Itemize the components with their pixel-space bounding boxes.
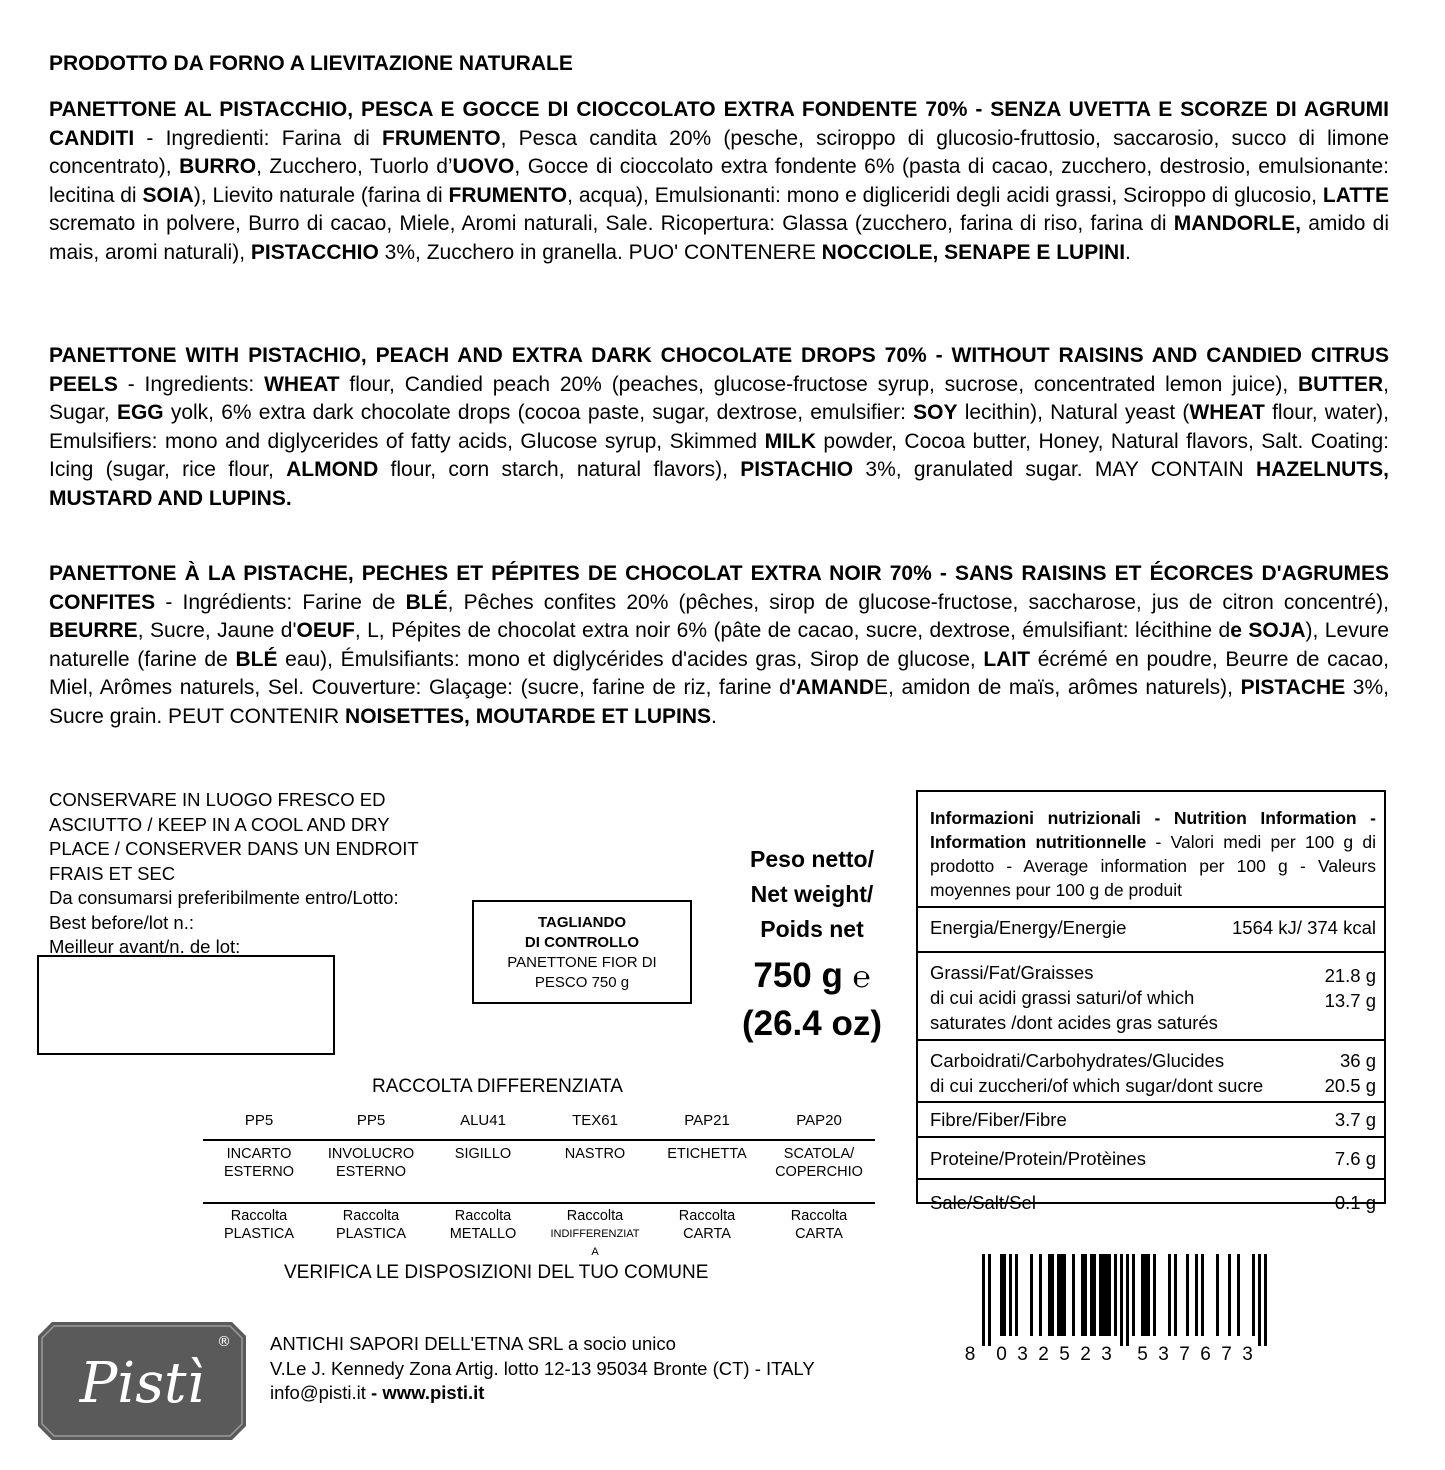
barcode-digit: 2 xyxy=(1038,1344,1049,1362)
barcode-bar xyxy=(1084,1254,1087,1336)
text-run: , Sugar, xyxy=(49,372,1390,425)
company-contacts xyxy=(270,1381,815,1406)
barcode-digit: 8 xyxy=(964,1344,976,1362)
recycling-desc-line: SIGILLO xyxy=(454,1146,512,1162)
recycling-code: PAP20 xyxy=(796,1112,842,1129)
barcode-bar xyxy=(1216,1254,1219,1336)
text-run: , Zucchero, Tuorlo d’ xyxy=(256,155,453,179)
barcode-bar xyxy=(1105,1254,1108,1336)
nutrient-value: 1564 kJ/ 374 kcal xyxy=(1232,917,1376,938)
storage-instructions xyxy=(49,788,479,960)
company-address xyxy=(270,1332,815,1406)
bold-text-run: BLÉ xyxy=(405,590,448,614)
net-weight-oz: (26.4 oz) xyxy=(741,1004,883,1043)
barcode-bar xyxy=(1090,1254,1093,1336)
recycling-collect-line: METALLO xyxy=(449,1226,517,1242)
storage-line: CONSERVARE IN LUOGO FRESCO ED xyxy=(49,789,386,810)
barcode-bar xyxy=(1057,1254,1060,1336)
bold-text-run: WHEAT xyxy=(264,372,340,396)
registered-mark-icon: ® xyxy=(217,1334,231,1350)
recycling-collect xyxy=(315,1207,427,1243)
text-run: flour, water), Emulsifiers: mono and diglycerides of fatty acids, Glucose syrup, Skimmed xyxy=(49,401,1389,453)
text-run: amido di mais, aromi naturali), xyxy=(49,212,1389,264)
lot-date-box xyxy=(37,955,335,1055)
barcode-bar xyxy=(1099,1254,1102,1336)
bold-text-run: BEURRE xyxy=(49,619,138,643)
text-run: , Pêches confites 20% (pêches, sirop de glucose-fructose, saccharose, jus de citron concentré), xyxy=(447,590,1389,614)
bold-text-run: MANDORLE, xyxy=(1173,212,1301,236)
barcode-bar xyxy=(1060,1254,1063,1336)
recycling-code: PAP21 xyxy=(684,1112,730,1129)
text-run: - Ingredients: xyxy=(117,372,265,396)
estimated-sign-icon: ℮ xyxy=(852,960,871,995)
weight-grams: 750 g xyxy=(753,956,843,995)
recycling-collect-line: INDIFFERENZIAT xyxy=(550,1228,640,1240)
bold-text-run: 'AMAND xyxy=(790,676,875,700)
text-run: 3%, Sucre grain. PEUT CONTENIR xyxy=(49,676,1389,728)
text-run: 3%, Zucchero in granella. PUO' CONTENERE xyxy=(378,240,822,264)
nutrient-label: Carboidrati/Carbohydrates/Glucides xyxy=(930,1050,1225,1071)
barcode-bar xyxy=(1081,1254,1084,1336)
nutrient-value: 7.6 g xyxy=(1334,1148,1376,1169)
text-run: , acqua), Emulsionanti: mono e digliceridi degli acidi grassi, Sciroppo di glucosio, xyxy=(567,183,1323,207)
bold-text-run: HAZELNUTS, MUSTARD AND LUPINS. xyxy=(49,458,1389,510)
text-run: - Ingredienti: Farina di xyxy=(134,126,382,150)
ticket-product: PESCO 750 g xyxy=(534,974,630,991)
barcode-bar xyxy=(1201,1254,1204,1336)
storage-line: FRAIS ET SEC xyxy=(49,862,176,884)
text-run: . xyxy=(711,704,717,728)
barcode-bar xyxy=(1120,1254,1123,1346)
nutrient-value: 13.7 g xyxy=(1324,990,1376,1011)
text-run: . xyxy=(1125,240,1131,264)
bold-text-run: OEUF xyxy=(296,619,355,643)
bold-text-run: PANETTONE À LA PISTACHE, PECHES ET PÉPITES DE CHOCOLAT EXTRA NOIR 70% - SANS RAISINS ET ÉCORCES D'AGRUMES CONFITES xyxy=(49,562,1389,614)
net-weight-label: Net weight/ xyxy=(750,881,874,907)
company-email[interactable]: info@pisti.it xyxy=(270,1382,366,1403)
recycling-collect-line: PLASTICA xyxy=(223,1226,295,1242)
barcode-bar xyxy=(1003,1254,1006,1336)
recycling-desc-line: SCATOLA/ xyxy=(783,1146,855,1162)
storage-line: ASCIUTTO / KEEP IN A COOL AND DRY xyxy=(49,813,390,835)
recycling-collect xyxy=(539,1207,651,1261)
barcode-bar xyxy=(1114,1254,1117,1336)
bold-text-run: SOY xyxy=(913,401,958,425)
recycling-collect-line: Raccolta xyxy=(566,1208,624,1224)
bold-text-run: MILK xyxy=(764,429,816,453)
recycling-title: RACCOLTA DIFFERENZIATA xyxy=(372,1076,623,1097)
nutrition-table xyxy=(916,790,1386,1213)
company-website[interactable]: www.pisti.it xyxy=(382,1382,485,1403)
recycling-collect-line: Raccolta xyxy=(454,1208,512,1224)
bold-text-run: LATTE xyxy=(1322,183,1389,207)
text-run: E, amidon de maïs, arômes naturels), xyxy=(874,676,1241,700)
recycling-desc xyxy=(203,1145,315,1181)
barcode-bar xyxy=(1039,1254,1042,1336)
text-run: , Pesca candita 20% (pesche, sciroppo di glucosio-fruttosio, saccarosio, succo di limone concentrato), xyxy=(49,126,1389,179)
recycling-desc-line: ESTERNO xyxy=(335,1164,407,1180)
barcode-bar xyxy=(1132,1254,1135,1336)
recycling-collect-line: CARTA xyxy=(795,1226,843,1242)
bold-text-run: SOIA xyxy=(142,183,194,207)
barcode-bar xyxy=(1195,1254,1198,1336)
bold-text-run: PISTACCHIO xyxy=(250,240,379,264)
nutrition-row-energy xyxy=(918,908,1384,953)
recycling-collect-line: Raccolta xyxy=(790,1208,848,1224)
best-before-line: Meilleur avant/n. de lot: xyxy=(49,936,241,957)
barcode-bar xyxy=(1000,1254,1003,1336)
recycling-code: TEX61 xyxy=(572,1112,618,1129)
barcode-bar xyxy=(1144,1254,1147,1336)
text-run: écrémé en poudre, Beurre de cacao, Miel, Arômes naturels, Sel. Couverture: Glaçage: (sucre, farine de riz, farine d xyxy=(49,647,1389,700)
nutrition-subtitle: - Valori medi per 100 g di prodotto - Average information per 100 g - Valeurs moyennes pour 100 g de produit xyxy=(930,832,1376,900)
nutrient-value: 0.1 g xyxy=(1334,1192,1376,1213)
nutrient-value: 20.5 g xyxy=(1324,1075,1376,1096)
nutrition-row-salt xyxy=(918,1180,1384,1222)
barcode-digit: 3 xyxy=(1242,1344,1253,1362)
recycling-collect xyxy=(427,1207,539,1243)
bold-text-run: LAIT xyxy=(983,647,1031,671)
best-before-line: Da consumarsi preferibilmente entro/Lotto: xyxy=(49,887,399,908)
recycling-code: PP5 xyxy=(356,1112,386,1129)
bold-text-run: PISTACHE xyxy=(1240,676,1346,700)
ticket-product: PANETTONE FIOR DI xyxy=(507,954,657,971)
text-run: flour, Candied peach 20% (peaches, glucose-fructose syrup, sucrose, concentrated lemon juice), xyxy=(339,372,1298,396)
text-run: yolk, 6% extra dark chocolate drops (cocoa paste, sugar, dextrose, emulsifier: xyxy=(163,401,914,425)
barcode-bar xyxy=(1174,1254,1177,1336)
barcode-bar xyxy=(1168,1254,1171,1336)
ticket-title: TAGLIANDO xyxy=(537,914,627,931)
ingredients-english xyxy=(49,342,1389,514)
product-type-heading: PRODOTTO DA FORNO A LIEVITAZIONE NATURALE xyxy=(49,52,573,75)
nutrition-title: Informazioni nutrizionali - Nutrition Information - Information nutritionnelle xyxy=(930,808,1376,852)
recycling-desc-line: ESTERNO xyxy=(223,1164,295,1180)
barcode-bar xyxy=(1102,1254,1105,1336)
bold-text-run: BURRO xyxy=(179,155,257,179)
recycling-collect-line: Raccolta xyxy=(342,1208,400,1224)
text-run: eau), Émulsifiants: mono et diglycérides d'acides gras, Sirop de glucose, xyxy=(277,647,984,671)
bold-text-run: ALMOND xyxy=(286,458,379,482)
ingredients-french xyxy=(49,560,1389,732)
bold-text-run: FRUMENTO xyxy=(448,183,568,207)
ingredients-italian xyxy=(49,96,1389,268)
recycling-desc-line: NASTRO xyxy=(564,1146,626,1162)
bold-text-run: PANETTONE AL PISTACCHIO, PESCA E GOCCE DI CIOCCOLATO EXTRA FONDENTE 70% - SENZA UVETTA E SCORZE DI AGRUMI CANDITI xyxy=(49,98,1389,150)
recycling-collect-line: CARTA xyxy=(683,1226,731,1242)
best-before-line: Best before/lot n.: xyxy=(49,911,195,933)
nutrient-label: di cui zuccheri/of which sugar/dont sucre xyxy=(930,1075,1264,1096)
recycling-code: PP5 xyxy=(244,1112,274,1129)
nutrient-label: Energia/Energy/Energie xyxy=(930,917,1127,938)
barcode-bar xyxy=(1030,1254,1033,1336)
barcode-bar xyxy=(1063,1254,1066,1336)
barcode-digit: 3 xyxy=(1101,1344,1112,1362)
bold-text-run: NOISETTES, MOUTARDE ET LUPINS xyxy=(345,704,711,728)
recycling-collect-line: Raccolta xyxy=(678,1208,736,1224)
barcode-digit: 2 xyxy=(1080,1344,1091,1362)
net-weight-block xyxy=(722,842,902,1047)
contact-separator: - xyxy=(365,1382,383,1403)
text-run: , Sucre, Jaune d' xyxy=(137,619,297,643)
nutrient-label: Fibre/Fiber/Fibre xyxy=(930,1109,1067,1130)
text-run: - Ingrédients: Farine de xyxy=(155,590,406,614)
barcode-bar xyxy=(982,1254,985,1346)
text-run: powder, Cocoa butter, Honey, Natural flavors, Salt. Coating: Icing (sugar, rice flour, xyxy=(49,429,1389,482)
recycling-desc xyxy=(427,1145,539,1163)
text-run: lecithin), Natural yeast ( xyxy=(957,401,1190,425)
barcode-icon xyxy=(962,1254,1292,1362)
barcode-bar xyxy=(1048,1254,1051,1336)
nutrient-label: di cui acidi grassi saturi/of which xyxy=(930,987,1195,1008)
net-weight-value xyxy=(722,953,902,1001)
bold-text-run: e SOJA xyxy=(1230,619,1306,643)
barcode-digit: 7 xyxy=(1221,1344,1232,1362)
bold-text-run: FRUMENTO xyxy=(382,126,501,150)
barcode-bar xyxy=(1252,1254,1255,1336)
barcode-bar xyxy=(1264,1254,1267,1346)
recycling-desc-line: INCARTO xyxy=(226,1146,292,1162)
recycling-code: ALU41 xyxy=(460,1112,506,1129)
nutrient-value: 3.7 g xyxy=(1334,1109,1376,1130)
barcode-digit: 7 xyxy=(1179,1344,1190,1362)
nutrition-header xyxy=(918,792,1384,908)
barcode-bar xyxy=(1258,1254,1261,1346)
barcode-bar xyxy=(1009,1254,1012,1336)
nutrient-label: Sale/Salt/Sel xyxy=(930,1192,1036,1213)
bold-text-run: UOVO xyxy=(452,155,515,179)
barcode-digit: 3 xyxy=(1158,1344,1169,1362)
nutrient-value: 36 g xyxy=(1339,1050,1376,1071)
barcode-bar xyxy=(988,1254,991,1346)
text-run: 3%, granulated sugar. MAY CONTAIN xyxy=(853,458,1256,482)
nutrient-value: 21.8 g xyxy=(1324,965,1376,986)
bold-text-run: BUTTER xyxy=(1298,372,1384,396)
barcode-bar xyxy=(1147,1254,1150,1336)
barcode-bar xyxy=(1015,1254,1018,1336)
nutrition-row-fibre xyxy=(918,1103,1384,1138)
text-run: , Gocce di cioccolato extra fondente 6% (pasta di cacao, zucchero, destrosio, emulsionante: lecitina di xyxy=(49,155,1390,207)
nutrient-label: Grassi/Fat/Graisses xyxy=(930,962,1094,983)
recycling-desc xyxy=(539,1145,651,1163)
recycling-collect xyxy=(203,1207,315,1243)
company-name: ANTICHI SAPORI DELL'ETNA SRL a socio unico xyxy=(270,1333,676,1354)
recycling-desc xyxy=(651,1145,763,1163)
recycling-desc-line: INVOLUCRO xyxy=(327,1146,415,1162)
barcode-bar xyxy=(1228,1254,1231,1336)
bold-text-run: WHEAT xyxy=(1189,401,1265,425)
barcode-digit: 5 xyxy=(1059,1344,1070,1362)
control-ticket xyxy=(472,900,692,1004)
recycling-desc-line: ETICHETTA xyxy=(667,1146,747,1162)
bold-text-run: EGG xyxy=(116,401,164,425)
barcode-bar xyxy=(1126,1254,1129,1346)
text-run: flour, corn starch, natural flavors), xyxy=(378,458,741,482)
recycling-divider xyxy=(203,1139,875,1141)
nutrient-label: Proteine/Protein/Protèines xyxy=(930,1148,1146,1169)
recycling-desc-line: COPERCHIO xyxy=(775,1164,863,1180)
barcode-bar xyxy=(1153,1254,1156,1336)
text-run: scremato in polvere, Burro di cacao, Miele, Aromi naturali, Sale. Ricopertura: Glassa (zucchero, farina di riso, farina di xyxy=(49,212,1174,236)
bold-text-run: BLÉ xyxy=(235,647,278,671)
text-run: ), Lievito naturale (farina di xyxy=(193,183,449,207)
barcode-bar xyxy=(1141,1254,1144,1336)
bold-text-run: PISTACHIO xyxy=(740,458,854,482)
nutrition-row-fat xyxy=(918,953,1384,1041)
barcode-bar xyxy=(1108,1254,1111,1336)
recycling-note: VERIFICA LE DISPOSIZIONI DEL TUO COMUNE xyxy=(284,1262,709,1283)
logo-wordmark: Pistì xyxy=(79,1351,205,1416)
recycling-desc xyxy=(315,1145,427,1181)
recycling-collect xyxy=(763,1207,875,1243)
net-weight-label: Poids net xyxy=(760,916,864,942)
barcode-digit: 3 xyxy=(1017,1344,1028,1362)
nutrient-label: saturates /dont acides gras saturés xyxy=(930,1012,1218,1033)
barcode-bar xyxy=(1093,1254,1096,1336)
net-weight-label: Peso netto/ xyxy=(750,846,874,872)
ticket-title: DI CONTROLLO xyxy=(524,934,640,951)
storage-line: PLACE / CONSERVER DANS UN ENDROIT xyxy=(49,838,419,859)
nutrition-row-protein xyxy=(918,1138,1384,1180)
recycling-collect-line: PLASTICA xyxy=(335,1226,407,1242)
recycling-divider xyxy=(203,1202,875,1204)
recycling-collect-line: Raccolta xyxy=(230,1208,288,1224)
barcode-bar xyxy=(1237,1254,1240,1336)
pisti-logo xyxy=(38,1322,246,1440)
bold-text-run: NOCCIOLE, SENAPE E LUPINI xyxy=(821,240,1126,264)
company-street: V.Le J. Kennedy Zona Artig. lotto 12-13 95034 Bronte (CT) - ITALY xyxy=(270,1357,815,1379)
text-run: , L, Pépites de chocolat extra noir 6% (pâte de cacao, sucre, dextrose, émulsifiant: lécithine d xyxy=(354,619,1231,643)
recycling-collect-line: A xyxy=(591,1246,599,1258)
recycling-desc xyxy=(763,1145,875,1181)
nutrition-row-carbs xyxy=(918,1041,1384,1103)
recycling-collect xyxy=(651,1207,763,1243)
barcode-digit: 6 xyxy=(1200,1344,1211,1362)
barcode-bar xyxy=(1186,1254,1189,1336)
bold-text-run: PANETTONE WITH PISTACHIO, PEACH AND EXTRA DARK CHOCOLATE DROPS 70% - WITHOUT RAISINS AND CANDIED CITRUS PEELS xyxy=(49,344,1389,396)
barcode-digit: 5 xyxy=(1137,1344,1148,1362)
text-run: ), Levure naturelle (farine de xyxy=(49,619,1390,671)
barcode-bar xyxy=(1072,1254,1075,1336)
barcode-digit: 0 xyxy=(996,1344,1007,1362)
barcode-bar xyxy=(1051,1254,1054,1336)
